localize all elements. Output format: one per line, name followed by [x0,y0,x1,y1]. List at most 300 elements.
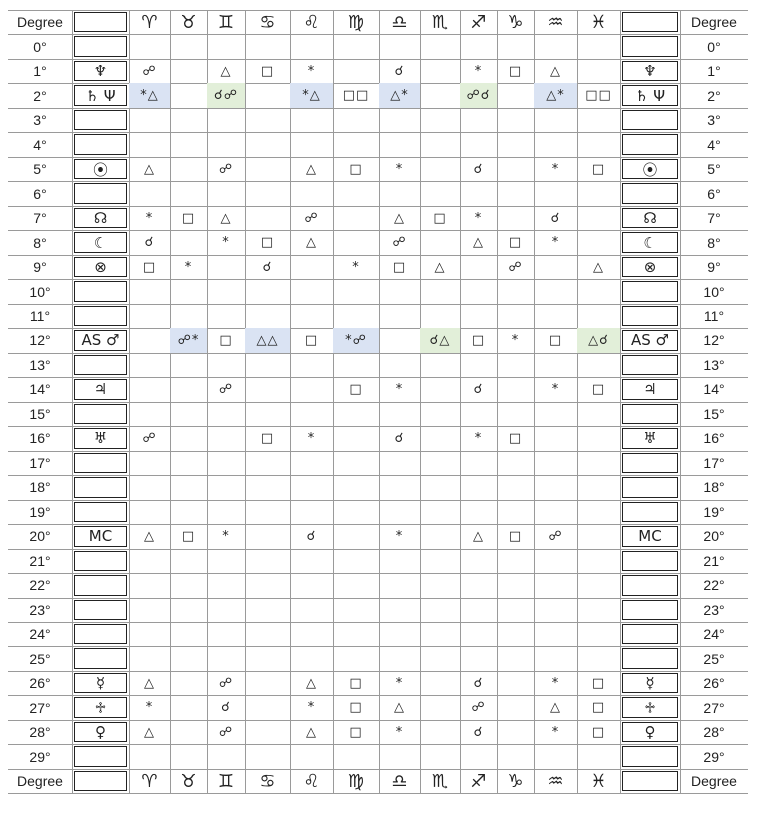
header-sign-aquarius-icon: ♒ [547,11,564,33]
aspect-cell-pisces: □ [591,161,606,177]
header-sign-taurus-icon: ♉ [180,11,197,33]
aspect-cell-taurus [170,157,207,181]
planet-symbol-left: ☿ [95,674,106,693]
aspect-cell-scorpio [420,377,460,401]
aspect-cell-scorpio [420,230,460,254]
aspect-cell-aquarius: * [551,724,560,740]
aspect-cell-scorpio [420,59,460,83]
aspect-cell-cancer [245,744,290,768]
aspect-cell-virgo [333,475,379,499]
aspect-cell-capricorn [497,279,534,303]
aspect-cell-leo [290,475,333,499]
aspect-cell-gemini: * [222,528,230,544]
planet-symbol-left: MC [88,527,113,546]
aspect-cell-aquarius [534,475,577,499]
aspect-cell-libra: ☍ [392,235,407,251]
aspect-cell-pisces [577,573,620,597]
aspect-cell-cancer [245,646,290,670]
footer-sign-cancer-icon: ♋ [259,770,276,792]
degree-label-left: 15° [29,405,51,422]
aspect-cell-virgo [333,622,379,646]
aspect-cell-pisces [577,132,620,156]
aspect-cell-leo: *△ [290,83,333,107]
aspect-cell-aquarius [534,402,577,426]
aspect-cell-aquarius [534,744,577,768]
aspect-cell-aries [129,377,170,401]
aspect-cell-scorpio [420,83,460,107]
planet-symbol-right: ♅ [643,429,657,448]
aspect-cell-scorpio [420,402,460,426]
aspect-cell-gemini [207,598,245,622]
planet-symbol-right [620,573,680,597]
aspect-cell-aquarius: □ [548,332,563,348]
aspect-cell-leo [290,500,333,524]
planet-symbol-right [620,181,680,205]
aspect-cell-virgo: *☍ [333,328,379,352]
aspect-cell-capricorn [497,402,534,426]
planet-symbol-right: AS ♂ [631,331,669,350]
aspect-cell-capricorn: * [511,332,520,348]
aspect-cell-sagittarius [460,598,497,622]
aspect-cell-pisces [577,230,620,254]
aspect-cell-libra [379,744,420,768]
footer-sign-aquarius-icon: ♒ [547,770,564,792]
planet-symbol-right [620,646,680,670]
aspect-cell-pisces [577,475,620,499]
planet-symbol-right [620,132,680,156]
aspect-cell-gemini: ☌ [221,700,231,716]
planet-symbol-left [72,132,129,156]
aspect-cell-gemini [207,622,245,646]
aspect-cell-libra [379,646,420,670]
aspect-cell-capricorn: ☍ [508,259,523,275]
degree-label-left: 28° [29,724,51,741]
planet-symbol-left [72,181,129,205]
degree-label-right: 16° [703,430,725,447]
aspect-cell-virgo: □ [349,675,363,691]
aspect-cell-gemini [207,744,245,768]
aspect-cell-leo [290,549,333,573]
aspect-cell-pisces [577,34,620,58]
aspect-cell-aries [129,598,170,622]
aspect-cell-aries [129,328,170,352]
aspect-cell-cancer: △△ [245,328,290,352]
aspect-cell-libra: * [395,724,404,740]
aspect-cell-leo: △ [306,235,317,251]
aspect-cell-libra [379,598,420,622]
planet-symbol-left: ♃ [93,380,108,399]
aspect-cell-libra: * [395,675,404,691]
aspect-cell-virgo: □ [349,700,363,716]
aspect-cell-gemini: * [222,235,230,251]
aspect-cell-aquarius [534,573,577,597]
aspect-cell-scorpio: ☌△ [420,328,460,352]
aspect-cell-virgo [333,279,379,303]
aspect-cell-cancer [245,157,290,181]
aspect-cell-sagittarius [460,622,497,646]
aspect-cell-pisces [577,646,620,670]
aspect-cell-taurus [170,304,207,328]
degree-label-left: 12° [29,332,51,349]
planet-symbol-left [72,304,129,328]
aspect-cell-pisces [577,549,620,573]
degree-label-left: 1° [33,63,47,80]
aspect-cell-gemini [207,402,245,426]
degree-label-left: 8° [33,234,47,251]
degree-label-right: 27° [703,699,725,716]
aspect-cell-aquarius: △* [534,83,577,107]
degree-label-right: 6° [707,185,721,202]
aspect-cell-sagittarius [460,402,497,426]
planet-symbol-left [72,34,129,58]
degree-label-left: 23° [29,601,51,618]
aspect-cell-aries: ☍ [142,63,157,79]
aspect-cell-sagittarius [460,646,497,670]
aspect-cell-pisces [577,451,620,475]
aspect-cell-virgo [333,451,379,475]
aspect-cell-scorpio [420,646,460,670]
footer-sign-virgo-icon: ♍ [347,770,365,792]
aspect-cell-virgo [333,402,379,426]
aspect-cell-libra [379,279,420,303]
aspect-cell-leo [290,377,333,401]
degree-label-right: 3° [707,112,721,129]
aspect-cell-pisces: △ [593,259,604,275]
degree-label-left: 16° [29,430,51,447]
aspect-cell-gemini [207,181,245,205]
aspect-cell-sagittarius [460,549,497,573]
aspect-cell-aries: □ [142,259,157,275]
aspect-cell-aries [129,353,170,377]
aspect-cell-capricorn [497,451,534,475]
aspect-cell-leo [290,34,333,58]
aspect-cell-cancer: ☌ [262,259,273,275]
aspect-cell-pisces [577,500,620,524]
aspect-cell-pisces [577,59,620,83]
aspect-cell-cancer [245,500,290,524]
aspect-cell-aries: △ [144,161,155,177]
planet-symbol-right: ♆ [643,62,657,81]
aspect-cell-taurus [170,426,207,450]
aspect-cell-scorpio [420,671,460,695]
aspect-cell-libra: * [395,528,404,544]
degree-label-right: 14° [703,381,725,398]
aspect-cell-aries [129,451,170,475]
planet-symbol-left [72,598,129,622]
aspect-cell-pisces [577,279,620,303]
aspect-cell-taurus [170,132,207,156]
aspect-cell-capricorn [497,157,534,181]
aspect-cell-cancer: □ [260,235,275,251]
aspect-cell-pisces: □ [591,675,606,691]
aspect-cell-aries: *△ [129,83,170,107]
aspect-cell-scorpio [420,426,460,450]
aspect-cell-sagittarius [460,255,497,279]
aspect-cell-libra [379,573,420,597]
aspect-cell-libra: △* [379,83,420,107]
aspect-cell-aquarius: * [551,381,560,397]
aspect-cell-aries: △ [144,724,155,740]
aspect-cell-capricorn [497,108,534,132]
aspect-cell-cancer [245,108,290,132]
planet-symbol-right: ⦿ [642,160,658,179]
degree-label-right: 18° [703,479,725,496]
aspect-cell-cancer [245,451,290,475]
planet-symbol-left [72,744,129,768]
degree-label-right: 13° [703,356,725,373]
aspect-cell-sagittarius: * [474,63,483,79]
footer-degree-label-left: Degree [17,773,63,790]
planet-symbol-right [620,744,680,768]
aspect-cell-taurus [170,230,207,254]
aspect-cell-leo [290,132,333,156]
degree-label-right: 12° [703,332,725,349]
aspect-cell-sagittarius [460,475,497,499]
aspect-cell-taurus: □ [181,528,196,544]
aspect-cell-aquarius: △ [550,700,561,716]
header-planet-column-header [72,10,129,34]
aspect-cell-virgo: □ [349,161,363,177]
degree-label-left: 3° [33,112,47,129]
aspect-cell-leo [290,402,333,426]
aspect-cell-capricorn [497,646,534,670]
aspect-cell-virgo [333,230,379,254]
footer-degree-label-right: Degree [691,773,737,790]
aspect-cell-taurus [170,500,207,524]
planet-symbol-left [72,500,129,524]
aspect-cell-aries [129,475,170,499]
aspect-cell-taurus [170,83,207,107]
planet-symbol-left: ♆ [93,62,108,81]
aspect-cell-sagittarius: ☌ [473,381,484,397]
aspect-cell-sagittarius [460,108,497,132]
degree-label-left: 7° [33,210,47,227]
aspect-cell-aries [129,34,170,58]
aspect-cell-libra [379,451,420,475]
aspect-cell-scorpio [420,108,460,132]
aspect-cell-gemini [207,646,245,670]
aspect-cell-libra [379,500,420,524]
aspect-cell-scorpio [420,304,460,328]
planet-symbol-right [620,304,680,328]
aspect-cell-sagittarius [460,181,497,205]
header-degree-label-right: Degree [691,14,737,31]
aspect-cell-aquarius [534,132,577,156]
aspect-cell-cancer [245,622,290,646]
aspect-cell-sagittarius: △ [473,528,484,544]
planet-symbol-left [72,573,129,597]
aspect-cell-cancer [245,181,290,205]
aspect-cell-cancer [245,304,290,328]
aspect-cell-taurus [170,598,207,622]
aspect-cell-cancer [245,83,290,107]
aspect-cell-gemini: □ [219,332,233,348]
degree-label-right: 23° [703,601,725,618]
header-sign-sagittarius-icon: ♐ [470,11,487,33]
aspect-cell-sagittarius [460,451,497,475]
aspect-cell-sagittarius [460,132,497,156]
aspect-cell-scorpio [420,695,460,719]
aspect-cell-aries: * [145,700,154,716]
footer-sign-capricorn-icon: ♑ [507,770,524,792]
planet-symbol-right [620,475,680,499]
planet-symbol-left [72,622,129,646]
aspect-cell-pisces [577,181,620,205]
aspect-cell-leo [290,451,333,475]
aspect-cell-virgo [333,108,379,132]
aspect-cell-aries [129,402,170,426]
header-sign-leo-icon: ♌ [303,11,320,33]
aspect-cell-cancer [245,549,290,573]
aspect-cell-sagittarius [460,304,497,328]
planet-symbol-left [72,279,129,303]
header-sign-virgo-icon: ♍ [347,11,365,33]
aspect-cell-gemini [207,304,245,328]
degree-label-right: 20° [703,528,725,545]
degree-label-right: 25° [703,650,725,667]
header-sign-cancer-icon: ♋ [259,11,276,33]
aspect-cell-capricorn [497,475,534,499]
aspect-cell-leo [290,304,333,328]
aspect-cell-sagittarius: ☍☌ [460,83,497,107]
degree-label-left: 29° [29,748,51,765]
aspect-cell-sagittarius [460,500,497,524]
planet-symbol-right: MC [638,527,662,546]
aspect-cell-taurus [170,573,207,597]
aspect-cell-aquarius [534,500,577,524]
planet-symbol-right [620,598,680,622]
aspect-cell-aquarius [534,646,577,670]
planet-symbol-right [620,500,680,524]
aspect-cell-leo [290,646,333,670]
planet-symbol-right: ♀ [644,723,656,742]
footer-sign-aries-icon: ♈ [141,770,158,792]
aspect-cell-capricorn [497,549,534,573]
aspect-cell-gemini [207,279,245,303]
aspect-cell-aries [129,304,170,328]
planet-symbol-left [72,451,129,475]
aspect-cell-aquarius: * [551,235,560,251]
aspect-cell-taurus [170,279,207,303]
aspect-cell-scorpio [420,353,460,377]
aspect-cell-capricorn [497,181,534,205]
aspect-cell-aquarius: * [551,161,560,177]
planet-symbol-right: ⊗ [643,258,657,277]
aspect-cell-aries [129,744,170,768]
aspect-cell-capricorn: □ [508,235,523,251]
aspect-cell-gemini: ☌☍ [207,83,245,107]
planet-symbol-left: ♅ [93,429,108,448]
degree-label-left: 6° [33,185,47,202]
header-sign-aries-icon: ♈ [141,11,158,33]
degree-label-left: 17° [29,454,51,471]
aspect-cell-aquarius [534,108,577,132]
aspect-cell-pisces: □ [591,381,606,397]
aspect-cell-cancer [245,377,290,401]
aspect-cell-virgo [333,549,379,573]
aspect-cell-scorpio [420,132,460,156]
header-sign-pisces-icon: ♓ [590,11,607,33]
planet-symbol-left [72,108,129,132]
aspect-cell-scorpio [420,622,460,646]
aspect-cell-gemini [207,451,245,475]
aspect-cell-scorpio [420,720,460,744]
aspect-cell-leo [290,353,333,377]
planet-symbol-left: ♄ Ψ [85,86,116,105]
aspect-cell-scorpio [420,598,460,622]
aspect-cell-aquarius [534,426,577,450]
aspect-cell-aquarius [534,181,577,205]
aspect-cell-capricorn [497,304,534,328]
aspect-cell-taurus [170,402,207,426]
aspect-cell-taurus [170,475,207,499]
aspect-cell-cancer [245,695,290,719]
aspect-cell-gemini: ☍ [218,161,234,177]
aspect-cell-pisces: □ [591,724,606,740]
aspect-cell-taurus: ☍* [170,328,207,352]
aspect-cell-virgo [333,744,379,768]
aspect-cell-capricorn [497,720,534,744]
aspect-cell-aries: ☍ [142,430,157,446]
aspect-cell-cancer [245,475,290,499]
degree-label-right: 7° [707,210,721,227]
header-degree-label-left: Degree [17,14,63,31]
header-planet-column-header-right [620,10,680,34]
aspect-cell-scorpio [420,573,460,597]
planet-symbol-right [620,353,680,377]
aspect-cell-capricorn [497,353,534,377]
aspect-cell-cancer [245,720,290,744]
aspect-cell-pisces [577,108,620,132]
aspect-cell-libra: * [395,381,404,397]
aspect-cell-leo: △ [306,724,317,740]
aspect-cell-capricorn [497,500,534,524]
aspect-cell-scorpio [420,744,460,768]
planet-symbol-right: ☿ [645,674,655,693]
degree-label-left: 0° [33,38,47,55]
aspect-cell-capricorn [497,132,534,156]
aspect-cell-gemini: ☍ [218,381,234,397]
aspect-cell-capricorn [497,622,534,646]
degree-label-left: 13° [29,356,51,373]
aspect-cell-sagittarius [460,279,497,303]
aspect-cell-sagittarius: * [474,210,483,226]
aspect-cell-aquarius: * [551,675,560,691]
degree-label-left: 25° [29,650,51,667]
planet-symbol-right: ☊ [643,209,657,228]
degree-label-left: 4° [33,136,47,153]
aspect-cell-pisces [577,622,620,646]
aspect-cell-aries: △ [144,675,155,691]
aspect-cell-aries [129,622,170,646]
aspect-cell-aries [129,181,170,205]
aspect-cell-taurus [170,377,207,401]
planet-symbol-left [72,475,129,499]
aspect-cell-libra: ☌ [394,63,405,79]
aspect-cell-sagittarius: ☍ [471,700,486,716]
aspect-cell-gemini [207,500,245,524]
aspect-cell-capricorn [497,671,534,695]
degree-label-right: 22° [703,577,725,594]
aspect-cell-gemini [207,426,245,450]
degree-label-right: 28° [703,724,725,741]
aspect-cell-virgo [333,181,379,205]
planet-symbol-right: ♃ [643,380,657,399]
aspect-cell-taurus: * [184,259,193,275]
planet-symbol-right [620,622,680,646]
aspect-cell-libra [379,108,420,132]
aspect-cell-cancer: □ [260,63,275,79]
